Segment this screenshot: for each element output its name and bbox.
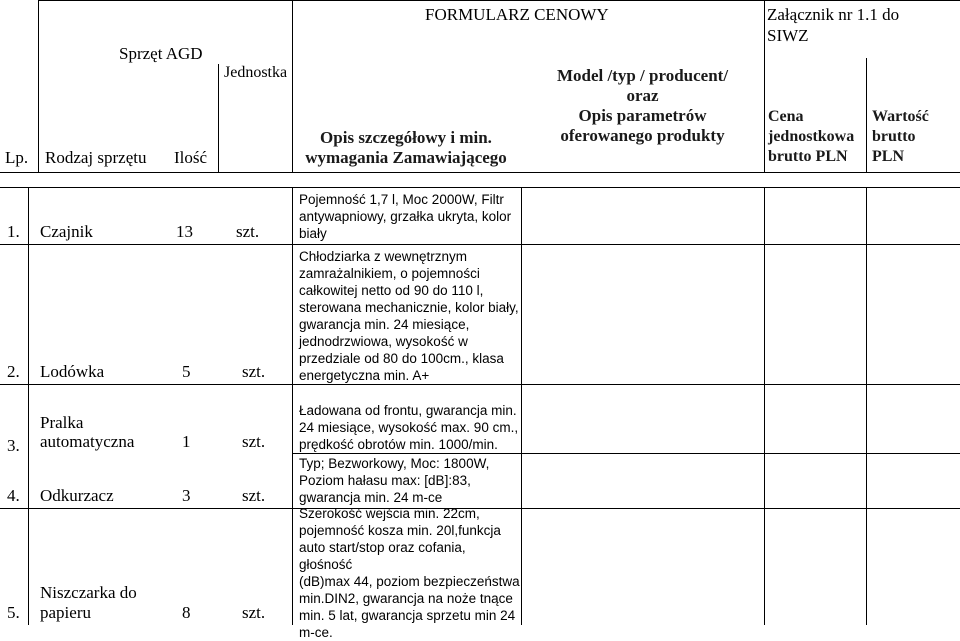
row-4-description: Typ; Bezworkowy, Moc: 1800W, Poziom hałasu max: [dB]:83, gwarancja min. 24 m-ce	[299, 456, 490, 505]
col-qty-header: Ilość	[174, 148, 208, 167]
col-desc-header-line-1: Opis szczegółowy i min.	[320, 128, 492, 147]
row-1-description: Pojemność 1,7 l, Moc 2000W, Filtr antywapniowy, grzałka ukryta, kolor biały	[299, 192, 512, 241]
row-5-name-line-1: Niszczarka do	[40, 583, 137, 602]
row-5-lp: 5.	[7, 603, 20, 622]
col-lp-header: Lp.	[5, 148, 29, 167]
row-5-name-line-2: papieru	[40, 603, 91, 622]
col-model-header-line-1: Model /typ / producent/	[556, 66, 729, 85]
row-3-name-line-1: Pralka	[40, 413, 84, 432]
row-rule-3	[292, 453, 960, 454]
body-top-rule	[0, 187, 960, 188]
row-2-qty: 5	[182, 362, 191, 381]
header-top-rule	[38, 0, 960, 1]
header-divider-2	[218, 64, 219, 172]
col-value-header-line-1: Wartość	[872, 108, 929, 125]
row-2-unit: szt.	[242, 362, 266, 381]
header-divider-1	[38, 0, 39, 172]
col-model-header-line-3: Opis parametrów	[578, 106, 707, 125]
row-1-name: Czajnik	[40, 222, 93, 241]
col-type-header: Rodzaj sprzętu	[45, 148, 147, 167]
row-2-description: Chłodziarka z wewnętrznym zamrażalnikiem, o pojemności całkowitej netto od 90 do 110 l, sterowana mechanicznie, kolor biały, gwarancja min. 24 miesiące, jednodrzwiowa, wysokość w przedziale od 80 do 100cm., klasa energetyczna min. A+	[299, 249, 519, 383]
body-divider-1	[28, 187, 29, 625]
row-3-unit: szt.	[242, 432, 266, 451]
row-4-unit: szt.	[242, 486, 266, 505]
row-3-name-line-2: automatyczna	[40, 432, 135, 451]
col-model-header-line-4: oferowanego produkty	[560, 126, 725, 145]
row-5-unit: szt.	[242, 603, 266, 622]
row-5-description: Szerokość wejścia min. 22cm, pojemność kosza min. 20l,funkcja auto start/stop oraz cofania, głośność (dB)max 44, poziom bezpieczeństwa min.DIN2, gwarancja na noże tnące min. 5 lat, gwarancja sprzetu min 24 m-ce.	[299, 506, 520, 640]
col-value-header-line-3: PLN	[872, 148, 904, 165]
header-divider-5	[866, 58, 867, 172]
row-5-qty: 8	[182, 603, 191, 622]
header-divider-4	[764, 0, 765, 172]
row-rule-1	[0, 244, 960, 245]
body-divider-2	[292, 187, 293, 625]
row-3-description: Ładowana od frontu, gwarancja min. 24 miesiące, wysokość max. 90 cm., prędkość obrotów min. 1000/min.	[299, 403, 519, 452]
col-price-header-line-3: brutto PLN	[768, 148, 848, 165]
attachment-line-1: Załącznik nr 1.1 do	[767, 5, 900, 24]
col-unit-header: Jednostka	[224, 64, 288, 81]
col-price-header-line-2: jednostkowa	[768, 128, 855, 145]
row-4-lp: 4.	[7, 486, 20, 505]
header-bottom-rule	[0, 172, 960, 173]
row-1-qty: 13	[176, 222, 193, 241]
body-divider-5	[866, 187, 867, 625]
row-1-lp: 1.	[7, 222, 20, 241]
row-4-qty: 3	[182, 486, 191, 505]
row-4-name: Odkurzacz	[40, 486, 114, 505]
row-2-lp: 2.	[7, 362, 20, 381]
row-rule-2	[0, 384, 960, 385]
form-title: FORMULARZ CENOWY	[425, 5, 609, 24]
body-divider-3	[521, 187, 522, 625]
attachment-line-2: SIWZ	[767, 26, 809, 45]
row-3-qty: 1	[182, 432, 191, 451]
row-3-lp: 3.	[7, 436, 20, 455]
body-divider-4	[764, 187, 765, 625]
col-model-header-line-2: oraz	[626, 86, 659, 105]
col-price-header-line-1: Cena	[768, 108, 804, 125]
col-value-header-line-2: brutto	[872, 128, 916, 145]
row-1-unit: szt.	[236, 222, 260, 241]
row-2-name: Lodówka	[40, 362, 105, 381]
col-desc-header-line-2: wymagania Zamawiającego	[305, 148, 507, 167]
group-title: Sprzęt AGD	[119, 44, 203, 63]
